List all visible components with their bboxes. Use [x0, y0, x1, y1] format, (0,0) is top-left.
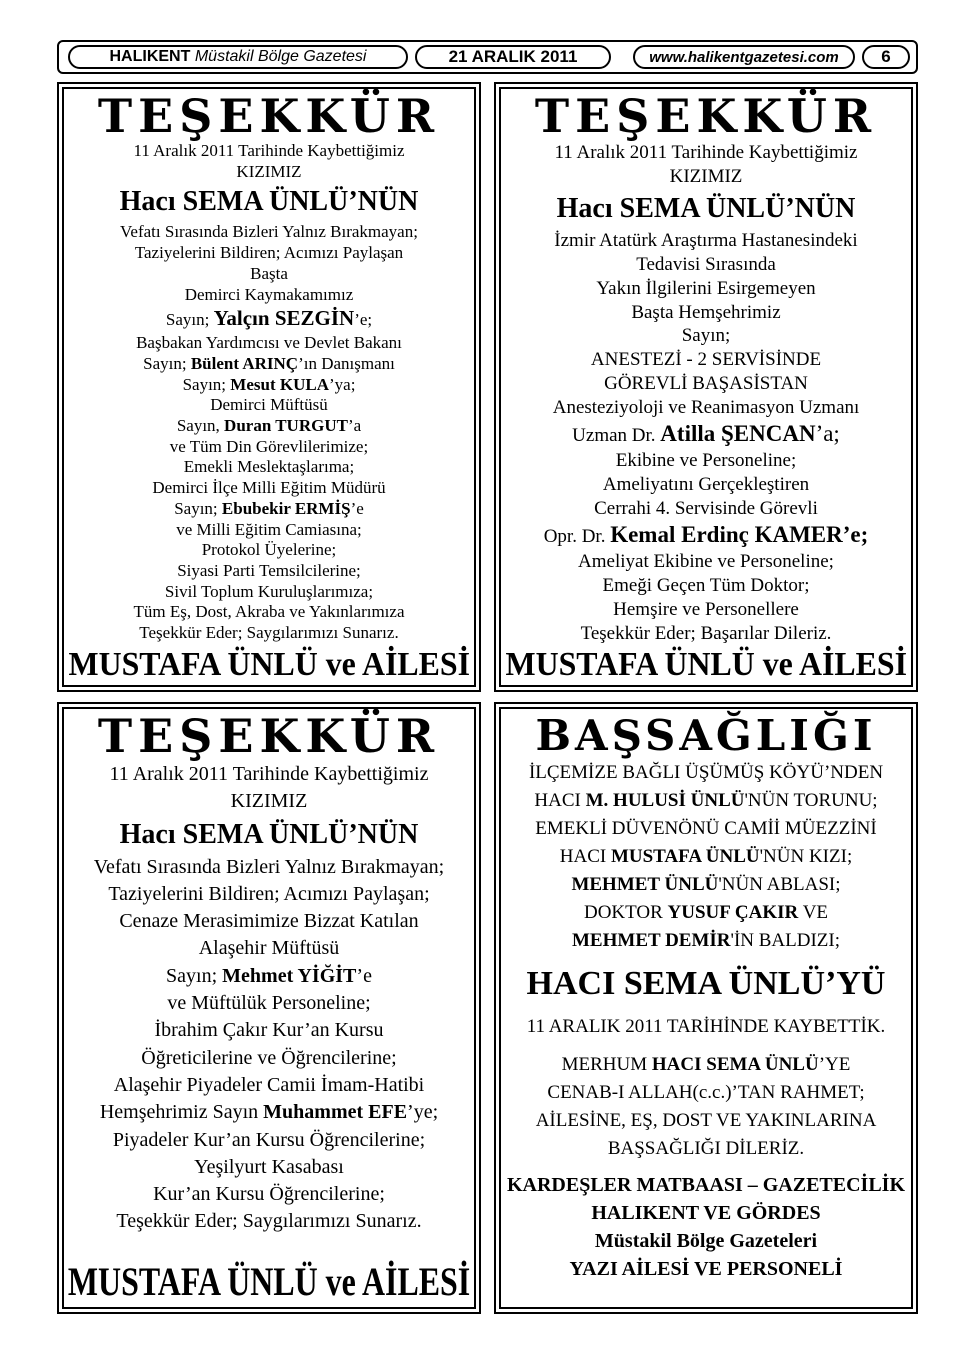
notice-line: Teşekkür Eder; Başarılar Dileriz.: [580, 622, 832, 644]
page-header: [57, 40, 918, 74]
notice-line: Sayın, Duran TURGUT’a: [176, 416, 362, 436]
notice-line: AİLESİNE, EŞ, DOST VE YAKINLARINA: [535, 1110, 877, 1131]
newspaper-name-subtitle: Müstakil Bölge Gazetesi: [194, 48, 367, 65]
notice-line: Kur’an Kursu Öğrencilerine;: [153, 1183, 385, 1206]
notice-line: Ameliyatını Gerçekleştiren: [602, 473, 810, 495]
notice-line: Emekli Meslektaşlarıma;: [183, 457, 355, 477]
notice-line: Teşekkür Eder; Saygılarımızı Sunarız.: [116, 1210, 422, 1233]
sender-name: Müstakil Bölge Gazeteleri: [594, 1230, 818, 1252]
notice-line: ANESTEZİ - 2 SERVİSİNDE: [590, 349, 822, 371]
notice-line: Ekibine ve Personeline;: [615, 450, 797, 472]
issue-date: 21 ARALIK 2011: [415, 45, 611, 69]
notice-line: Tüm Eş, Dost, Akraba ve Yakınlarımıza: [133, 602, 405, 622]
notice-line: Vefatı Sırasında Bizleri Yalnız Bırakmayan;: [120, 222, 418, 242]
notice-line: Başta Hemşehrimiz: [631, 301, 781, 323]
website-link[interactable]: www.halikentgazetesi.com: [633, 45, 855, 69]
notice-line: 11 Aralık 2011 Tarihinde Kaybettiğimiz: [554, 142, 858, 163]
signature-family: MUSTAFA ÜNLÜ ve AİLESİ: [67, 1259, 471, 1304]
notice-line: Taziyelerini Bildiren; Acımızı Paylaşan;: [108, 882, 430, 905]
notice-line: Uzman Dr. Atilla ŞENCAN’a;: [572, 421, 840, 447]
notice-line: Sayın;: [681, 325, 731, 347]
notice-line: Piyadeler Kur’an Kursu Öğrencilerine;: [112, 1128, 426, 1151]
notice-line: Demirci Kaymakamımız: [184, 284, 354, 304]
deceased-name: Hacı SEMA ÜNLÜ’NÜN: [556, 192, 856, 224]
notice-line: KIZIMIZ: [236, 161, 302, 181]
notice-line: Yeşilyurt Kasabası: [194, 1155, 344, 1178]
notice-line: ve Müftülük Personeline;: [167, 992, 371, 1015]
notice-line: MERHUM HACI SEMA ÜNLÜ’YE: [561, 1054, 851, 1075]
notice-line: Sayın; Yalçın SEZGİN’e;: [165, 306, 373, 331]
notice-line: Başbakan Yardımcısı ve Devlet Bakanı: [136, 333, 402, 353]
notice-line: Sayın; Bülent ARINÇ’ın Danışmanı: [143, 353, 395, 373]
notice-line: HACI MUSTAFA ÜNLÜ'NÜN KIZI;: [559, 846, 853, 867]
notice-line: İzmir Atatürk Araştırma Hastanesindeki: [554, 229, 858, 251]
sender-name: HALIKENT VE GÖRDES: [591, 1202, 821, 1224]
notice-line: İbrahim Çakır Kur’an Kursu: [154, 1019, 384, 1042]
notice-line: KIZIMIZ: [669, 165, 743, 187]
notice-title: TEŞEKKÜR: [97, 709, 441, 763]
notice-line: ve Tüm Din Görevlilerimize;: [169, 436, 369, 456]
notice-line: Sayın; Mesut KULA’ya;: [182, 374, 356, 394]
notice-line: Cenaze Merasimimize Bizzat Katılan: [119, 910, 419, 933]
notice-line: MEHMET DEMİR'İN BALDIZI;: [572, 930, 840, 951]
notice-line: Yakın İlgilerini Esirgemeyen: [596, 277, 816, 299]
deceased-name: Hacı SEMA ÜNLÜ’NÜN: [119, 818, 419, 850]
notice-line: Cerrahi 4. Servisinde Görevli: [594, 497, 818, 519]
notice-line: Öğreticilerine ve Öğrencilerine;: [141, 1046, 397, 1069]
notice-line: Tedavisi Sırasında: [636, 253, 776, 275]
notice-title: TEŞEKKÜR: [534, 89, 878, 143]
notice-line: Sayın; Mehmet YİĞİT’e: [166, 964, 372, 987]
notice-line: DOKTOR YUSUF ÇAKIR VE: [583, 902, 829, 923]
notice-line: 11 Aralık 2011 Tarihinde Kaybettiğimiz: [109, 763, 429, 785]
notice-line: Hemşehrimiz Sayın Muhammet EFE’ye;: [99, 1101, 439, 1124]
notice-line: BAŞSAĞLIĞI DİLERİZ.: [607, 1138, 805, 1159]
notice-line: HACI M. HULUSİ ÜNLÜ'NÜN TORUNU;: [534, 790, 878, 811]
notice-line: Alaşehir Piyadeler Camii İmam-Hatibi: [113, 1073, 425, 1096]
notice-line: İLÇEMİZE BAĞLI ÜŞÜMÜŞ KÖYÜ’NDEN: [528, 762, 884, 783]
deceased-name: Hacı SEMA ÜNLÜ’NÜN: [119, 186, 419, 218]
notice-line: Başta: [250, 263, 288, 283]
thanks-notice-3: [57, 702, 481, 1314]
signature-family: MUSTAFA ÜNLÜ ve AİLESİ: [68, 646, 470, 684]
notice-line: Protokol Üyelerine;: [201, 540, 337, 560]
sender-name: YAZI AİLESİ VE PERSONELİ: [569, 1258, 843, 1280]
notice-line: Sayın; Ebubekir ERMİŞ’e: [174, 498, 364, 518]
notice-line: Sivil Toplum Kuruluşlarımıza;: [164, 581, 374, 601]
notice-line: Anesteziyoloji ve Reanimasyon Uzmanı: [552, 397, 860, 419]
signature-family: MUSTAFA ÜNLÜ ve AİLESİ: [505, 646, 907, 684]
notice-line: Ameliyat Ekibine ve Personeline;: [578, 550, 834, 572]
notice-line: Siyasi Parti Temsilcilerine;: [177, 560, 361, 580]
notice-line: MEHMET ÜNLÜ'NÜN ABLASI;: [571, 874, 841, 895]
newspaper-name: [68, 45, 408, 69]
notice-line: EMEKLİ DÜVENÖNÜ CAMİİ MÜEZZİNİ: [535, 818, 877, 839]
notice-title: TEŞEKKÜR: [97, 89, 441, 143]
newspaper-name-bold: HALIKENT: [109, 48, 191, 65]
thanks-notice-2: [494, 82, 918, 692]
notice-line: KIZIMIZ: [230, 790, 308, 813]
notice-line: Vefatı Sırasında Bizleri Yalnız Bırakmayan;: [93, 855, 445, 878]
notice-line: Teşekkür Eder; Saygılarımızı Sunarız.: [139, 623, 399, 643]
notice-line: CENAB-I ALLAH(c.c.)’TAN RAHMET;: [547, 1082, 865, 1103]
sender-name: KARDEŞLER MATBAASI – GAZETECİLİK: [506, 1174, 906, 1196]
page-number: 6: [862, 45, 910, 69]
notice-title: BAŞSAĞLIĞI: [535, 711, 877, 760]
notice-line: Demirci İlçe Milli Eğitim Müdürü: [152, 478, 386, 498]
notice-line: Hemşire ve Personellere: [613, 598, 799, 620]
notice-line: 11 Aralık 2011 Tarihinde Kaybettiğimiz: [133, 141, 405, 160]
notice-line: Demirci Müftüsü: [210, 395, 328, 415]
notice-line: GÖREVLİ BAŞASİSTAN: [604, 373, 808, 395]
deceased-name: HACI SEMA ÜNLÜ’YÜ: [526, 965, 886, 1002]
notice-line: Alaşehir Müftüsü: [198, 937, 340, 960]
notice-line: ve Milli Eğitim Camiasına;: [176, 519, 362, 539]
condolence-notice: [494, 702, 918, 1314]
notice-line: Taziyelerini Bildiren; Acımızı Paylaşan: [134, 243, 404, 263]
notice-line: Emeği Geçen Tüm Doktor;: [602, 574, 810, 596]
notice-line: Opr. Dr. Kemal Erdinç KAMER’e;: [543, 521, 869, 547]
thanks-notice-1: [57, 82, 481, 692]
notice-line: 11 ARALIK 2011 TARİHİNDE KAYBETTİK.: [526, 1016, 886, 1037]
